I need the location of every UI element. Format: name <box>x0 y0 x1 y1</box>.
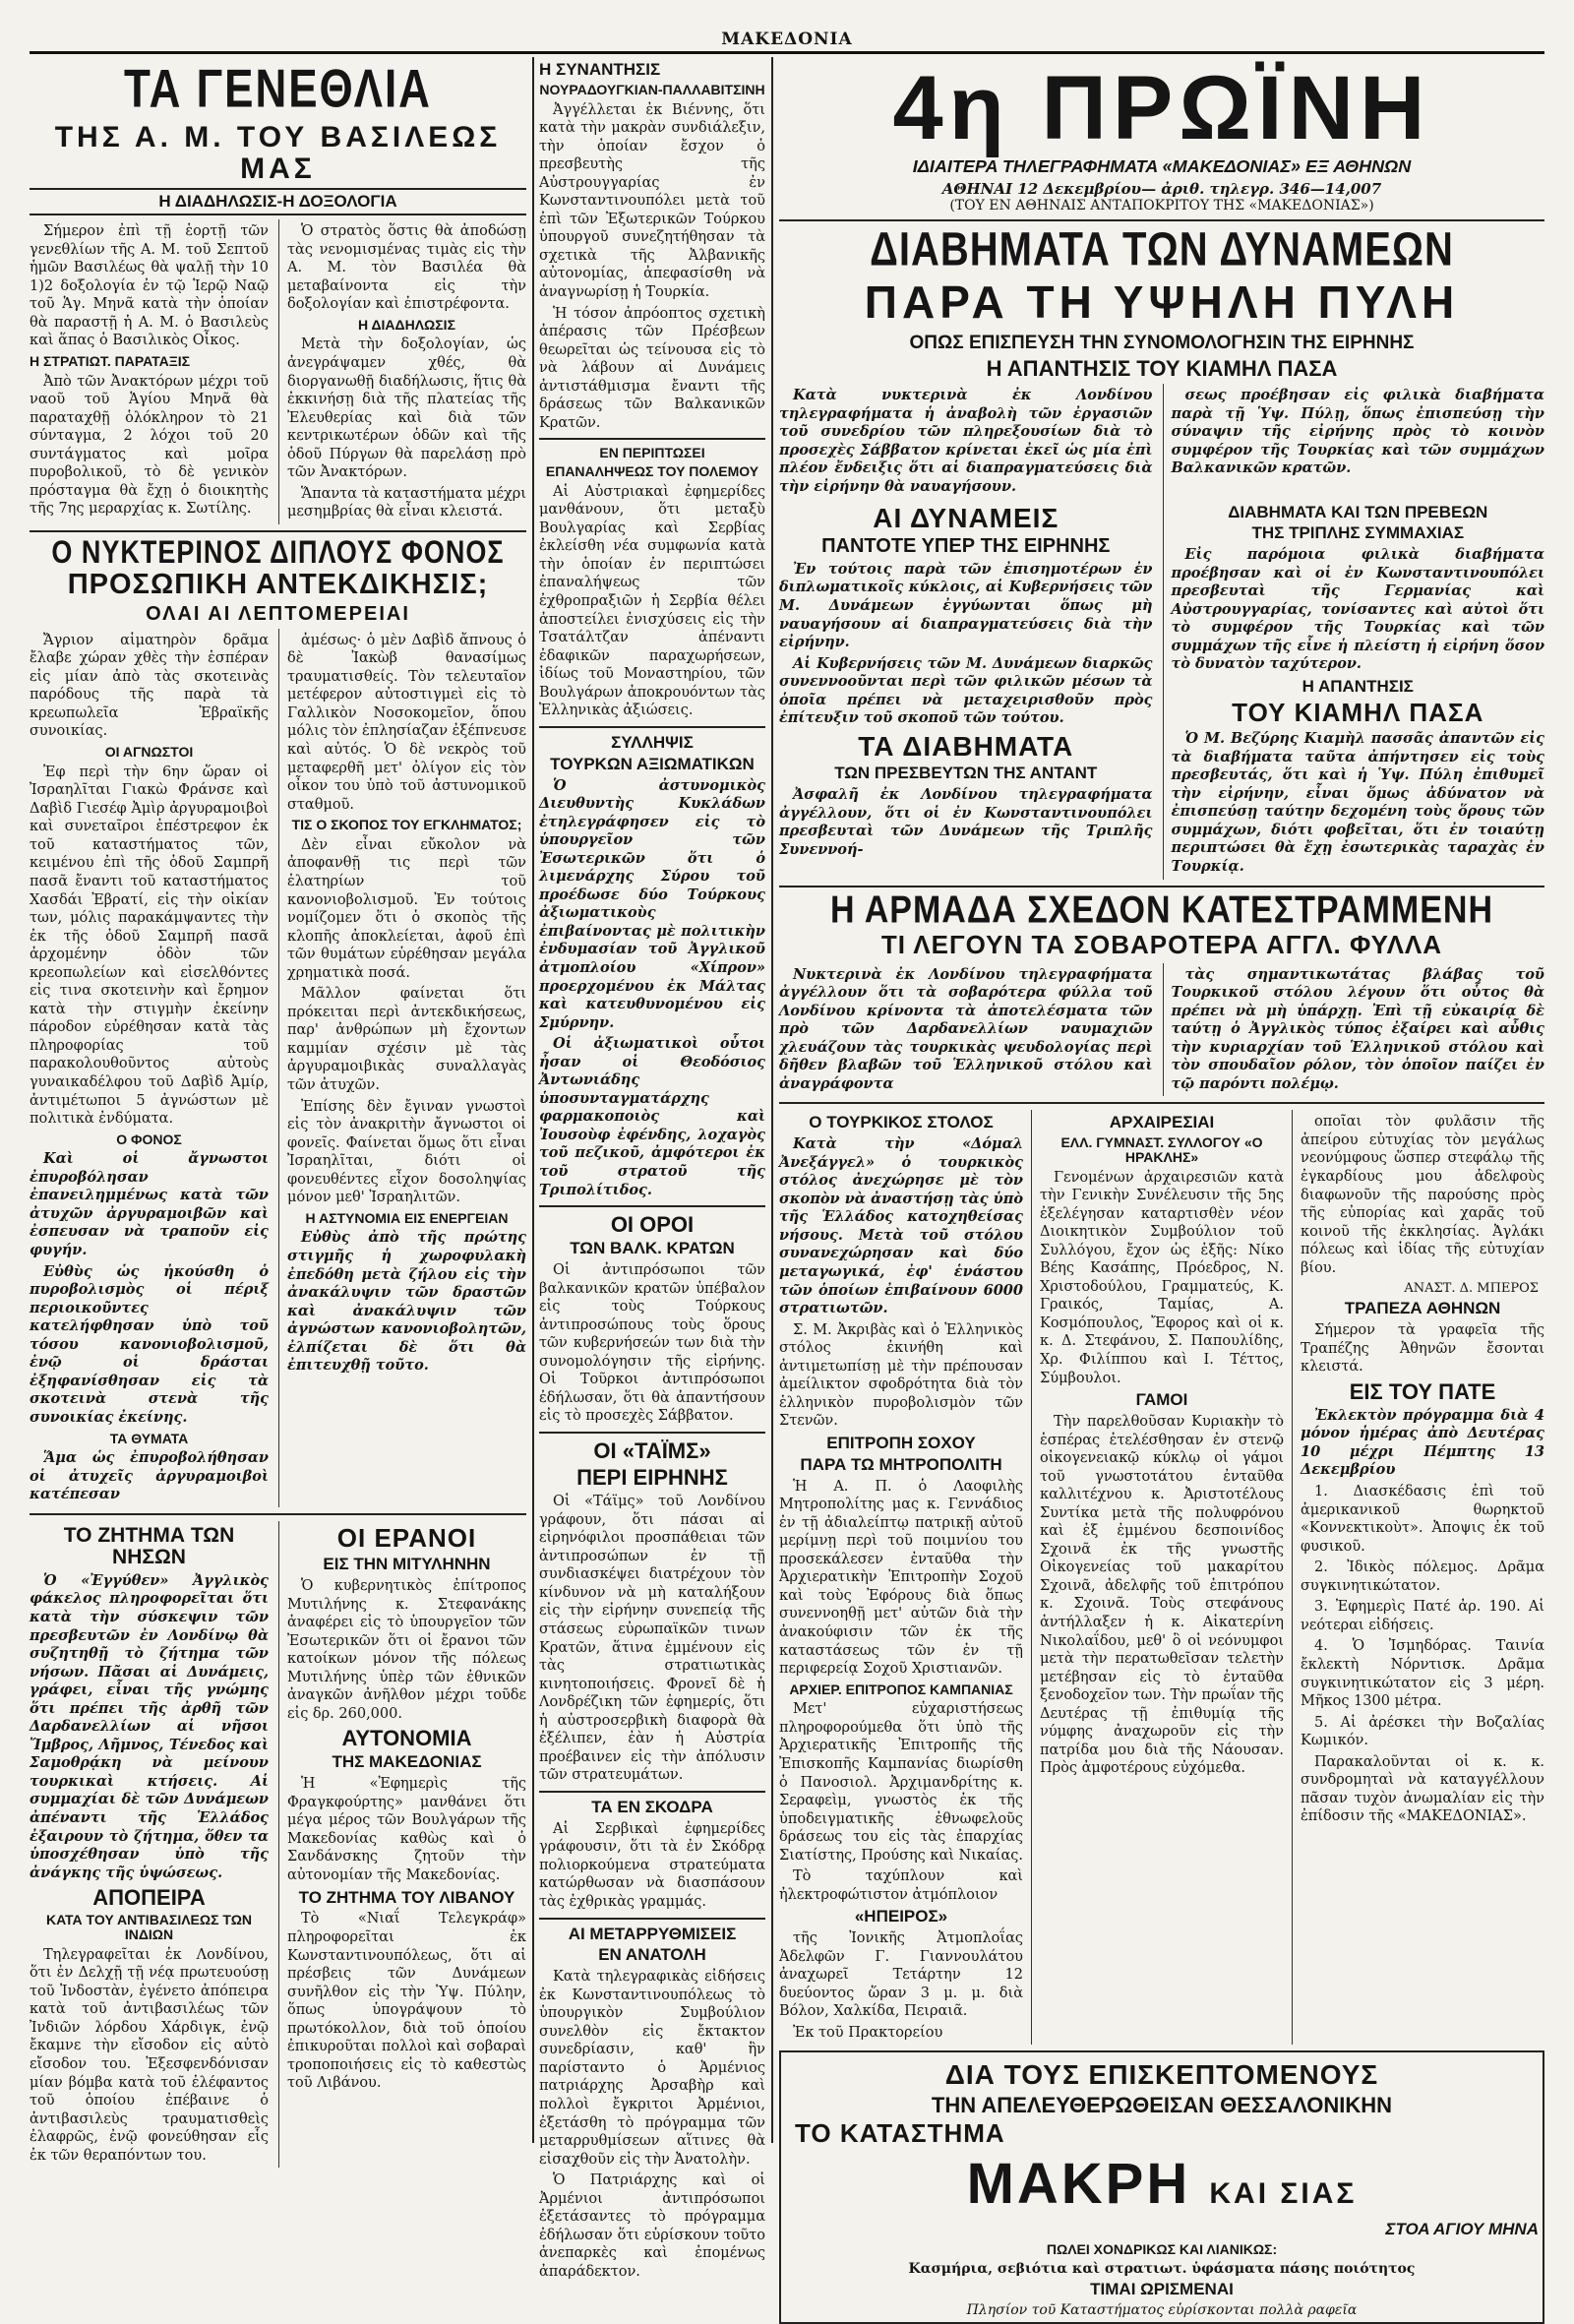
meeting-heading: Η ΣΥΝΑΝΤΗΣΙΣ <box>539 60 661 79</box>
pathe-heading: ΕΙΣ ΤΟΥ ΠΑΤΕ <box>1349 1378 1496 1404</box>
ad-line-2: ΤΗΝ ΑΠΕΛΕΥΘΕΡΩΘΕΙΣΑΝ ΘΕΣΣΑΛΟΝΙΚΗΝ <box>931 2092 1393 2117</box>
ambassadors-subtitle: ΤΩΝ ΠΡΕΣΒΕΥΤΩΝ ΤΗΣ ΑΝΤΑΝΤ <box>834 764 1098 783</box>
reforms-paragraph-1: Κατὰ τηλεγραφικὰς εἰδήσεις ἐκ Κωνσταντινουπόλεως τὸ ὑπουργικὸν Συμβούλιον συνελθὸν εἰς ἔκτακτον συνεδρίασιν, καθ' ἣν παρίσταντο ὁ Ἀρμένιος πατριάρχης Ἀρσαβὴρ καὶ πολλοὶ ἔγκριτοι Ἀρμένιοι, ἐξετάσθη τὸ πρόγραμμα τῶν μεταρρυθμίσεων αἵτινες θὰ εἰσαχθοῦν εἰς τὴν Ἀνατολὴν. <box>539 1969 765 2168</box>
ad-name: ΜΑΚΡΗ <box>966 2152 1191 2217</box>
crime-paragraph-1: Ἄγριον αἱματηρὸν δρᾶμα ἔλαβε χώραν χθὲς τὴν ἑσπέραν εἰς μίαν ἀπὸ τὰς σκοτεινὰς παρόδους τῆς παρὰ τὰ κρεωπωλεῖα Ἑβραϊκῆς συνοικίας. <box>30 632 269 740</box>
meeting-paragraph-2: Ἡ τόσον ἀπρόοπτος σχετικὴ ἀπέρασις τῶν Πρέσβεων θεωρεῖται ὡς τείνουσα εἰς τὸ νὰ λάβουν αἱ Δυνάμεις ἀντιστάθμισμα ἔναντι τῆς δράσεως τῶν Βαλκανικῶν Κρατῶν. <box>539 305 765 431</box>
terms-subtitle: ΤΩΝ ΒΑΛΚ. ΚΡΑΤΩΝ <box>570 1239 735 1258</box>
crime-right-2: Δὲν εἶναι εὔκολον νὰ ἀποφανθῇ τις περὶ τῶν ἐλατηρίων τοῦ κανονιοβολισμοῦ. Ἐν τούτοις νομίζομεν ὅτι ὁ σκοπὸς τῆς κλοπῆς ἀποκλείεται, ἀφοῦ ἐπὶ τῶν θυμάτων εὑρέθησαν μεγάλα χρηματικὰ ποσά. <box>287 836 526 981</box>
crime-paragraph-5: Ἅμα ὡς ἐπυροβολήθησαν οἱ ἀτυχεῖς ἀργυραμοιβοὶ κατέπεσαν <box>30 1449 269 1503</box>
armada-paragraph-right: τὰς σημαντικωτάτας βλάβας τοῦ Τουρκικοῦ στόλου λέγουν ὅτι οὗτος θὰ πρέπει νὰ μὴ ὑπάρχῃ. Ἐπὶ τῇ εὐκαιρίᾳ δὲ ταύτῃ ὁ Ἀγγλικὸς τύπος ἐξαίρει καὶ αὖθις τὴν κυριαρχίαν τοῦ Ἑλληνικοῦ στόλου καὶ τὸν σπουδαῖον ρόλον, τὸν ὁποῖον παίζει ἐν τῷ παρόντι πολέμῳ. <box>1171 965 1544 1092</box>
elections-subtitle: ΕΛΛ. ΓΥΜΝΑΣΤ. ΣΥΛΛΟΓΟΥ «Ο ΗΡΑΚΛΗΣ» <box>1060 1134 1263 1165</box>
islands-title: ΤΟ ΖΗΤΗΜΑ ΤΩΝ ΝΗΣΩΝ <box>63 1523 235 1568</box>
reforms-paragraph-2: Ὁ Πατριάρχης καὶ οἱ Ἀρμένιοι ἀντιπρόσωποι ἐξετάσαντες τὸ πρόγραμμα ἐδήλωσαν ὅτι εὑρίσκουν τοῦτο ἀνεπαρκὲς καὶ ἐπομένως ἀπαράδεκτον. <box>539 2172 765 2280</box>
arrest-paragraph-2: Οἱ ἀξιωματικοὶ οὗτοι ἦσαν οἱ Θεοδόσιος Ἀντωνιάδης ὑποσυνταγματάρχης φαρμακοποιὸς καὶ Ἰουσοὺφ ἐφένδης, λοχαγὸς τοῦ πεζικοῦ, ἀμφότεροι ἐκ τοῦ στρατοῦ τῆς Τριπολίτιδος. <box>539 1035 765 1198</box>
birthday-paragraph: Σήμερον ἐπὶ τῇ ἑορτῇ τῶν γενεθλίων τῆς Α. Μ. τοῦ Σεπτοῦ ἡμῶν Βασιλέως θὰ ψαλῇ τὴν 10 1)2 δοξολογία ἐν τῷ Ἱερῷ Ναῷ τοῦ Ἁγ. Μηνᾶ κατὰ τὴν ὁποίαν θὰ παραστῇ ἡ Α. Μ. ὁ Βασιλεὺς καὶ ἅπας ὁ Βασιλικὸς Οἶκος. <box>30 223 269 349</box>
ad-line-1: ΔΙΑ ΤΟΥΣ ΕΠΙΣΚΕΠΤΟΜΕΝΟΥΣ <box>944 2059 1379 2091</box>
pathe-item-4: 4. Ὁ Ἰσμηδόρας. Ταινία ἔκλεκτὴ Νόρντισκ. Δρᾶμα συγκινητικώτατον εἰς 3 μέρη. Μῆκος 1300 μέτρα. <box>1301 1638 1544 1710</box>
main-kicker: Η ΑΠΑΝΤΗΣΙΣ ΤΟΥ ΚΙΑΜΗΛ ΠΑΣΑ <box>986 356 1338 382</box>
pathe-item-5: 5. Αἱ ἀρέσκει τὴν Βοζαλίας Κωμικόν. <box>1301 1714 1544 1749</box>
column-3 <box>779 57 1544 2318</box>
reforms-subtitle: ΕΝ ΑΝΑΤΟΛΗ <box>598 1945 706 1965</box>
case-paragraph: Αἱ Αὐστριακαὶ ἐφημερίδες μανθάνουν, ὅτι μεταξὺ Βουλγαρίας καὶ Σερβίας ἐκλείσθη νέα συμφωνία κατὰ τὴν ὁποίαν ἐν περιπτώσει ἐπαναλήψεως τῶν ἐχθροπραξιῶν ἡ Σερβία θέλει ἀποστείλει ἐνισχύσεις εἰς τὴν Τσατάλτζαν ἀπέναντι ἐδαφικῶν παραχωρήσεων, ἰδίως τοῦ Μοναστηρίου, τῶν Βουλγάρων ἀποκρουόντων τὰς Ἑλληνικὰς ἀξιώσεις. <box>539 483 765 719</box>
elections-continuation: οποῖαι τὸν φυλᾶσιν τῆς ἀπείρου εὐτυχίας τὸν μεγάλως νεονύμφους ὥσπερ στεφάλῳ τῆς ἐγκαρδίους μου ἀδελφοὺς διαφωνοῦν τῆς παρούσης πρὸς τῆς εὐπορίας καὶ χαρᾶς τοῦ κοινοῦ τῆς ἐκκλησίας. Ἀγλάκι πόλεως καὶ ἱδίας τῆς εὐτυχίαν βίου. <box>1301 1114 1544 1276</box>
masthead <box>30 30 1544 54</box>
crime-right-5: Εὐθὺς ἀπὸ τῆς πρώτης στιγμῆς ἡ χωροφυλακὴ ἐπεδόθη μετὰ ζήλου εἰς τὴν ἀνακάλυψιν τῶν δραστῶν καὶ ἀνακάλυψιν τῶν ἀγνώστων κανονιοβολητῶν, ἐλπίζεται δὲ ὅτι θὰ ἐπιτευχθῇ τοῦτο. <box>287 1229 526 1375</box>
shipping-paragraph-2: τῆς Ἰονικῆς Ἀτμοπλοΐας Ἀδελφῶν Γ. Γιαννουλάτου ἀναχωρεῖ Τετάρτην 12 δυεύοντος ὥραν 3 μ. μ. διὰ Βόλον, Χαλκίδα, Πειραιᾶ. <box>779 1930 1023 2020</box>
pathe-item-2: 2. Ἰδικὸς πόλεμος. Δρᾶμα συγκινητικώτατον. <box>1301 1560 1544 1594</box>
meeting-subtitle: ΝΟΥΡΑΔΟΥΓΚΙΑΝ-ΠΑΛΛΑΒΙΤΣΙΝΗ <box>539 81 765 97</box>
autonomy-paragraph: Ἡ «Ἐφημερὶς τῆς Φραγκφούρτης» μανθάνει ὅτι μέγα μέρος τῶν Βουλγάρων τῆς Μακεδονίας καθὼς καὶ ὁ Σανδάνσκης ζητοῦν τὴν αὐτονομίαν τῆς Μακεδονίας. <box>287 1776 526 1884</box>
victims-heading: ΤΑ ΘΥΜΑΤΑ <box>109 1430 189 1446</box>
islands-paragraph: Ὁ «Ἐγγύθεν» Ἀγγλικὸς φάκελος πληροφορεῖται ὅτι κατὰ τὴν σύσκεψιν τῶν πρεσβευτῶν ἐν Λονδίνῳ θὰ συζητηθῇ τὸ ζήτημα τῶν νήσων. Πᾶσαι αἱ Δυνάμεις, γράφει, εἶναι τῆς γνώμης ὅτι πρέπει τῆς ἀρθῆ τῶν Δαρδανελλίων αἱ νῆσοι Ἴμβρος, Λῆμνος, Τένεδος καὶ Σαμοθρᾴκη νὰ μείνουν τουρκικαὶ κτήσεις. Αἱ συμμαχίαι δὲ τῶν Δυνάμεων ἀπέναντι τῆς Ἑλλάδος ἐξαιρουν τὸ ζήτημα, ὅθεν τα ὑποσχέθησαν ὑπὸ τῆς ἀνάγκης τῆς ὑψώσεως. <box>30 1571 269 1881</box>
correspondent: (ΤΟΥ ΕΝ ΑΘΗΝΑΙΣ ΑΝΤΑΠΟΚΡΙΤΟΥ ΤΗΣ «ΜΑΚΕΔΟΝΙΑΣ») <box>949 197 1374 214</box>
ad-name-2: ΚΑΙ ΣΙΑΣ <box>1209 2177 1358 2211</box>
ambassadors-paragraph: Ἀσφαλῆ ἐκ Λονδίνου τηλεγραφήματα ἀγγέλλουν, ὅτι οἱ ἐν Κωνσταντινουπόλει πρεσβευταὶ τῶν Δυνάμεων τῆς Τριπλῆς Συνεννοή- <box>779 786 1153 858</box>
powers-paragraph-1: Ἐν τούτοις παρὰ τῶν ἐπισημοτέρων ἐν διπλωματικοῖς κύκλοις, αἱ Κυβερνήσεις τῶν Μ. Δυνάμεων ἐγγύωνται ὅπως μὴ ναυαγήσουν αἱ διαπραγματεύσεις διὰ τὴν εἰρήνην. <box>779 560 1153 651</box>
edition-banner <box>779 58 1544 158</box>
arrest-heading: ΣΥΛΛΗΨΙΣ <box>611 732 694 752</box>
birthday-kicker: Η ΔΙΑΔΗΛΩΣΙΣ-Η ΔΟΞΟΛΟΓΙΑ <box>30 188 526 215</box>
main-paragraph-right: σεως προέβησαν εἰς φιλικὰ διαβήματα παρὰ τῇ Ὑψ. Πύλῃ, ὅπως ἐπισπεύσῃ τὴν σύναψιν τῆς εἰρήνης πρὸς τὸ κοινὸν συμφέρον τῆς Τουρκίας καὶ τῶν συμμάχων Βαλκανικῶν κρατῶν. <box>1171 387 1544 477</box>
elections-signature: ΑΝΑΣΤ. Δ. ΜΠΕΡΟΣ <box>1404 1281 1539 1297</box>
lebanon-title: ΤΟ ΖΗΤΗΜΑ ΤΟΥ ΛΙΒΑΝΟΥ <box>298 1887 515 1907</box>
times-paragraph: Οἱ «Τάϊμς» τοῦ Λονδίνου γράφουν, ὅτι πάσαι αἱ εἰρηνόφιλοι προσπάθειαι τῶν ἀντιπροσώπων ἐν τῇ συνδιασκέψει διατρέχουν τὸν κίνδυνον νὰ μὴ καταλήξουν εἰς τὴν εἰρήνην συνεπείᾳ τῆς στάσεως εὐρωπαϊκῶν τινων Κρατῶν, ἅτινα ἐμμένουν εἰς τὰς στρατιωτικὰς κινητοποιήσεις. Φρονεῖ δὲ ἡ Λονδρέζικη τῶν ἐφημερίς, ὅτι ἡ αὐστροσερβικὴ διαφορὰ θὰ ἐξέλιπεν, ἐὰν ἡ Αὐστρία προέβαινεν εἰς τὴν ἀπόλυσιν τῶν στρατευμάτων. <box>539 1494 765 1784</box>
lebanon-paragraph: Τὸ «Νιαΐ Τελεγκράφ» πληροφορεῖται ἐκ Κωνσταντινουπόλεως, ὅτι αἱ πρέσβεις τῶν Δυνάμεων συνῆλθον εἰς τὴν Ὑψ. Πύλην, ὅπως ὑπογράψουν τὸ πρωτόκολλον, διὰ τοῦ ὁποίου ἐπικυροῦται πολλοὶ καὶ σοβαραὶ τροποποιήσεις εἰς τὸ καθεστὼς τοῦ Λιβάνου. <box>287 1911 526 2092</box>
ad-line-5: ΠΩΛΕΙ ΧΟΝΔΡΙΚΩΣ ΚΑΙ ΛΙΑΝΙΚΩΣ: <box>1046 2241 1278 2258</box>
scutari-heading: ΤΑ ΕΝ ΣΚΟΔΡΑ <box>591 1797 713 1816</box>
masthead-title: ΜΑΚΕΔΟΝΙΑ <box>721 30 853 49</box>
terms-paragraph: Οἱ ἀντιπρόσωποι τῶν βαλκανικῶν κρατῶν ὑπέβαλον εἰς τοὺς Τούρκους ἀντιπροσώπους τοὺς ὅρους τῶν κυβερνήσεών των διὰ τὴν συνομολόγησιν τῆς εἰρήνης. Οἱ Τοῦρκοι ἀντιπρόσωποι ἐδήλωσαν, ὅτι θὰ ἀπαντήσουν εἰς τὸ προσεχὲς Σάββατον. <box>539 1262 765 1425</box>
reply-subtitle: ΤΟΥ ΚΙΑΜΗΛ ΠΑΣΑ <box>1232 697 1484 727</box>
crime-right-1: ἀμέσως· ὁ μὲν Δαβὶδ ἄπνους ὁ δὲ Ἰακὼβ θανασίμως τραυματισθείς. Τὸν τελευταῖον μετέφερον αὐτοστιγμεὶ εἰς τὸ Γαλλικὸν Νοσοκομεῖον, ὅπου μόλις τὸν ἐπλησίαζαν ἐξέπνευσε καὶ αὐτός. Ὁ δὲ νεκρὸς τοῦ μεταφερθῆ μετ' ὀλίγον εἰς τὸν οἶκον του ὑπὸ τοῦ ἀστυνομικοῦ σταθμοῦ. <box>287 632 526 813</box>
campania-paragraph: Μετ' εὐχαριστήσεως πληροφορούμεθα ὅτι ὑπὸ τῆς Ἀρχιερατικῆς Ἐπιτροπῆς τῆς Ἐπισκοπῆς Καμπανίας διωρίσθη ὁ Πανοσιολ. Ἀρχιμανδρίτης κ. Σεραφεὶμ, γνωστὸς ἐκ τῆς ὑποδειγματικῆς ἐθνωφελοῦς δράσεως του εἰς τὰς ἐπαρχίας Σιατίστης, Προύσης καὶ Νικαίας. <box>779 1701 1023 1864</box>
fleet-paragraph-2: Σ. Μ. Ἀκριβὰς καὶ ὁ Ἑλληνικὸς στόλος ἐκινήθη καὶ ἀντιμετωπίσῃ μὲ τὴν πρέπουσαν ἀμείλικτον σφοδρότητα διὰ τὸν ἑλληνικὸν πυροβολισμὸν τῶν Στενῶν. <box>779 1321 1023 1430</box>
column-2 <box>539 57 765 2280</box>
ad-line-6: Κασμήρια, σεβιότια καὶ στρατιωτ. ὑφάσματα πάσης ποιότητος <box>908 2260 1416 2277</box>
powers-paragraph-2: Αἱ Κυβερνήσεις τῶν Μ. Δυνάμεων διαρκῶς συνεννοοῦνται περὶ τῶν φιλικῶν μέσων τὰ ὁποῖα πρέπει νὰ μεταχειρισθοῦν πρὸς ἐπίτευξιν τοῦ σκοποῦ τῶν τούτου. <box>779 654 1153 727</box>
crime-kicker: ΟΛΑΙ ΑΙ ΛΕΠΤΟΜΕΡΕΙΑΙ <box>146 602 410 625</box>
column-1 <box>30 57 526 2164</box>
shipping-name: «ΗΠΕΙΡΟΣ» <box>854 1907 948 1926</box>
synod-subtitle: ΠΑΡΑ ΤΩ ΜΗΤΡΟΠΟΛΙΤΗ <box>800 1454 1002 1474</box>
shipping-paragraph: Τὸ ταχύπλουν καὶ ἠλεκτροφώτιστον ἀτμόπλοιον <box>779 1868 1023 1903</box>
attempt-paragraph: Τηλεγραφεῖται ἐκ Λονδίνου, ὅτι ἐν Δελχῇ τῇ νέᾳ πρωτευούσῃ τοῦ Ἰνδοστὰν, ἐγένετο ἀπόπειρα κατὰ τοῦ ἀντιβασιλέως τῶν Ἰνδιῶν λόρδου Χάρδιγκ, ἐνῷ ἔκαμνε τὴν εἴσοδον εἰς αὐτὸ εἴσοδον του. Ἐξεσφενδόνισαν μίαν βόμβα κατὰ τοῦ ἐλέφαντος τοῦ ὁποίου ἐπέβαινε ὁ ἀντιβασιλεὺς τραυματισθεὶς ἐλαφρῶς, ἐνῷ φονεύθησαν εἷς ἐκ τῶν θεραπόντων του. <box>30 1946 269 2164</box>
arrest-paragraph-1: Ὁ ἀστυνομικὸς Διευθυντὴς Κυκλάδων ἐτηλεγράφησεν εἰς τὸ ὑπουργεῖον τῶν Ἐσωτερικῶν ὅτι ὁ λιμενάρχης Σύρου τοῦ προέδωσε δύο Τούρκους ἀξιωματικοὺς ἐπιβαίνοντας μὲ πολιτικὴν ἐνδυμασίαν τοῦ Ἀγγλικοῦ ἀτμοπλοίου «Χίπρον» προερχομένου ἐκ Μάλτας καὶ κατευθυνομένου εἰς Σμύρνην. <box>539 776 765 1031</box>
pathe-item-3: 3. Ἐφημερὶς Πατέ ἀρ. 190. Αἱ νεότεραι εἰδήσεις. <box>1301 1599 1544 1633</box>
eranoi-subtitle: ΕΙΣ ΤΗΝ ΜΙΤΥΛΗΝΗΝ <box>323 1555 491 1574</box>
times-heading: ΟΙ «ΤΑΪΜΣ» <box>593 1437 711 1463</box>
parade-paragraph: Ἀπὸ τῶν Ἀνακτόρων μέχρι τοῦ ναοῦ τοῦ Ἁγίου Μηνᾶ θὰ παραταχθῇ ὁλόκληρον τὸ 21 σύνταγμα, 2 λόχοι τοῦ 20 συντάγματος καὶ μοῖρα πυροβολικοῦ, τὸ δὲ γενικὸν πρόσταγμα θὰ ἔχῃ ὁ διοικητὴς τῆς 7ης μεραρχίας κ. Σωτίλης. <box>30 373 269 518</box>
ad-store-name <box>785 2151 1539 2217</box>
crime-paragraph-4: Εὐθὺς ὡς ἠκούσθη ὁ πυροβολισμὸς οἱ πέριξ περιοικοῦντες κατελήφθησαν ὑπὸ τοῦ τόσου κανονιοβολισμοῦ, ἐνῷ οἱ δράσται ἐξηφανίσθησαν εἰς τὰ σκοτεινὰ στενὰ τῆς συνοικίας ἐκείνης. <box>30 1262 269 1426</box>
birthday-subtitle: ΤΗΣ Α. Μ. ΤΟΥ ΒΑΣΙΛΕΩΣ ΜΑΣ <box>54 121 502 185</box>
triple-paragraph: Εἰς παρόμοια φιλικὰ διαβήματα προέβησαν καὶ οἱ ἐν Κωνσταντινουπόλει πρεσβευταὶ τῆς Γερμανίας καὶ Αὐστρουγγαρίας, τονίσαντες καὶ αὐτοὶ ὅτι τὸ συμφέρον τῆς Τουρκίας καὶ τῶν συμμάχων τῆς εἶνε ἡ πλείστη ἡ εἰρήνη ὅσον τὸ δυνατὸν ταχύτερον. <box>1171 546 1544 673</box>
times-subtitle: ΠΕΡΙ ΕΙΡΗΝΗΣ <box>576 1465 728 1491</box>
campania-heading: ΑΡΧΙΕΡ. ΕΠΙΤΡΟΠΟΣ ΚΑΜΠΑΝΙΑΣ <box>789 1681 1013 1697</box>
crime-paragraph-3: Καὶ οἱ ἄγνωστοι ἐπυροβόλησαν ἐπανειλημμένως κατὰ τῶν ἀτυχῶν ἀργυραμοιβῶν καὶ ἐσπευσαν νὰ τραποῦν εἰς φυγήν. <box>30 1150 269 1259</box>
unknown-heading: ΟΙ ΑΓΝΩΣΤΟΙ <box>104 743 194 760</box>
murder-heading: Ο ΦΟΝΟΣ <box>116 1131 182 1147</box>
dateline: ΑΘΗΝΑΙ 12 Δεκεμβρίου— ἀριθ. τηλεγρ. 346—14,007 <box>941 179 1382 198</box>
fleet-paragraph-1: Κατὰ τὴν «Δόμαλ Ἀνεξάγγελ» ὁ τουρκικὸς στόλος ἀνεχώρησε μὲ τὸν σκοπὸν νὰ ἀναστήσῃ τὰς ὑπὸ τῆς Ἑλλάδος κατοχηθείσας νήσους. Μετὰ τοῦ στόλου συνανεχώρησαν καὶ δύο μεταγωγικά, ἐφ' ἑνάστου τῶν ὁποίων ἐπιβαίνουν 6000 στρατιωτῶν. <box>779 1135 1023 1317</box>
edition-word: ΠΡΩΪΝΗ <box>1041 58 1431 158</box>
synod-paragraph: Ἡ Α. Π. ὁ Λαοφιλὴς Μητροπολίτης μας κ. Γεννάδιος ἐν τῇ ἀδιαλείπτῳ πατρικῇ αὐτοῦ μερίμνῃ περὶ τοῦ ποιμνίου του προσεκάλεσεν ἐνταῦθα τὴν Ἀρχιερατικὴν Ἐπιτροπὴν Σοχοῦ καὶ τοὺς Ἐφόρους διὰ ὅπως συνεννοηθῇ μετ' αὐτῶν διὰ τὴν ἀνακούφισιν τῶν ἐκ τῆς καταστάσεως τῶν ἐν τῇ περιφερείᾳ Σοχοῦ Χριστιανῶν. <box>779 1478 1023 1678</box>
crime-subtitle: ΠΡΟΣΩΠΙΚΗ ΑΝΤΕΚΔΙΚΗΣΙΣ; <box>67 569 489 601</box>
synod-heading: ΕΠΙΤΡΟΠΗ ΣΟΧΟΥ <box>826 1433 976 1452</box>
crime-title: Ο ΝΥΚΤΕΡΙΝΟΣ ΔΙΠΛΟΥΣ ΦΟΝΟΣ <box>51 533 505 570</box>
makris-advertisement <box>779 2050 1544 2323</box>
elections-heading: ΑΡΧΑΙΡΕΣΙΑΙ <box>1109 1113 1215 1132</box>
demonstration-paragraph: Μετὰ τὴν δοξολογίαν, ὡς ἀνεγράψαμεν χθές, θὰ διοργανωθῇ διαδήλωσις, ἥτις θὰ ἐκκινήσῃ διὰ τῆς πλατείας τῆς Ἐλευθερίας καὶ διὰ τῶν κεντρικωτέρων ὁδῶν καὶ τῆς ὁδοῦ Πύργων θὰ παρελάσῃ πρὸ τῶν Ἀνακτόρων. <box>287 336 526 481</box>
shops-paragraph: Ἅπαντα τὰ καταστήματα μέχρι μεσημβρίας θὰ εἶναι κλειστά. <box>287 485 526 520</box>
tagline: ΙΔΙΑΙΤΕΡΑ ΤΗΛΕΓΡΑΦΗΜΑΤΑ «ΜΑΚΕΔΟΝΙΑΣ» ΕΞ ΑΘΗΝΩΝ <box>912 156 1412 176</box>
case-heading: ΕΝ ΠΕΡΙΠΤΩΣΕΙ <box>599 445 705 461</box>
demonstration-heading: Η ΔΙΑΔΗΛΩΣΙΣ <box>358 316 455 333</box>
powers-heading: ΑΙ ΔΥΝΑΜΕΙΣ <box>873 502 1059 533</box>
main-title-2: ΠΑΡΑ ΤΗ ΥΨΗΛΗ ΠΥΛΗ <box>864 275 1460 328</box>
weddings-heading: ΓΑΜΟΙ <box>1135 1390 1188 1410</box>
ad-line-7: ΤΙΜΑΙ ΩΡΙΣΜΕΝΑΙ <box>1090 2279 1234 2298</box>
triple-subtitle: ΤΗΣ ΤΡΙΠΛΗΣ ΣΥΜΜΑΧΙΑΣ <box>1251 523 1465 543</box>
ad-line-8: Πλησίον τοῦ Καταστήματος εὑρίσκονται πολλὰ ραφεῖα <box>966 2301 1358 2318</box>
pathe-paragraph-1: Ἐκλεκτὸν πρόγραμμα διὰ 4 μόνον ἡμέρας ἀπὸ Δευτέρας 10 μέχρι Πέμπτης 13 Δεκεμβρίου <box>1301 1406 1544 1479</box>
crime-paragraph-2: Ἐφ περὶ τὴν 6ην ὥραν οἱ Ἰσραηλῖται Γιακὼ Φράνσε καὶ Δαβὶδ Γιεσέφ Ἀμὶρ ἀργυραμοιβοὶ καὶ συνεταῖροι ἐπέστρεφον ἐκ τοῦ καταστήματος τῶν, κειμένου ἐπὶ τῆς ὁδοῦ Σαμπρῆ πασᾶ ἔναντι τοῦ καταστήματος Χασδάι Ἐβρατί, εἰς τὴν οἰκίαν των, μόλις παρακάμψαντες τὴν ἐκ τῆς ὁδοῦ Σαμπρῆ πασᾶ ἀρχομένην ὁδὸν τῶν κρεοπωλείων καὶ εἰσελθόντες εἰς τινα σκοτεινὴν καὶ ἔρημον κατὰ τὴν στιγμὴν ἐκείνην πάροδον εὑρέθησαν κατὰ τὰς πληροφορίας τοῦ παρακολουθοῦντος αὐτοὺς γυναικαδέλφου τοῦ Δαβὶδ Ἀμίρ, ἀντιμέτωποι 5 ἀγνώστων μὲ πολιτικὰ ἐνδύματα. <box>30 764 269 1128</box>
reforms-heading: ΑΙ ΜΕΤΑΡΡΥΘΜΙΣΕΙΣ <box>568 1924 737 1943</box>
ambassadors-heading: ΤΑ ΔΙΑΒΗΜΑΤΑ <box>858 730 1074 762</box>
elections-paragraph: Γενομένων ἀρχαιρεσιῶν κατὰ τὴν Γενικὴν Συνέλευσιν τῆς 5ης ἐξελέγησαν καταρτισθὲν νέον Διοικητικὸν Συμβούλιον τοῦ Συλλόγου, ἔχον ὡς ἑξῆς: Νίκο Βέης Κασάπης, Πρόεδρος, Ν. Χριστοδούλου, Γραμματεύς, Κ. Γραικός, Ταμίας, Α. Κοσμόπουλος, Ἔφορος καὶ οἱ κ. κ. Δ. Στεφάνου, Σ. Παπουλίδης, Χρ. Φιλίππου καὶ Ι. Τέττος, Σύμβουλοι. <box>1040 1169 1284 1386</box>
attempt-subtitle: ΚΑΤΑ ΤΟΥ ΑΝΤΙΒΑΣΙΛΕΩΣ ΤΩΝ ΙΝΔΙΩΝ <box>45 1912 253 1942</box>
reply-paragraph: Ὁ Μ. Βεζύρης Κιαμὴλ πασσᾶς ἀπαντῶν εἰς τὰ διαβήματα ταῦτα ἀπήντησεν εἰς τοὺς πρεσβευτάς, ὅτι καὶ ἡ Ὑψ. Πύλη ἐπιθυμεῖ τὴν εἰρήνην, εἶναι ὅμως ἀδύνατον νὰ ἐπισπεύσῃ ταύτην δεχομένη τοὺς ὅρους τῶν συμμάχων, διότι φοβεῖται, ὅτι ἐν τοιαύτῃ περιπτώσει θὰ ἔχῃ ἐσωτερικὰς ταραχὰς ἐν Τουρκίᾳ. <box>1171 730 1544 875</box>
autonomy-title: ΑΥΤΟΝΟΜΙΑ <box>341 1726 472 1751</box>
fleet-heading: Ο ΤΟΥΡΚΙΚΟΣ ΣΤΟΛΟΣ <box>809 1113 994 1132</box>
case-subtitle: ΕΠΑΝΑΛΗΨΕΩΣ ΤΟΥ ΠΟΛΕΜΟΥ <box>545 463 759 480</box>
arrest-subtitle: ΤΟΥΡΚΩΝ ΑΞΙΩΜΑΤΙΚΩΝ <box>550 754 755 773</box>
armada-subtitle: ΤΙ ΛΕΓΟΥΝ ΤΑ ΣΟΒΑΡΟΤΕΡΑ ΑΓΓΛ. ΦΥΛΛΑ <box>880 930 1443 960</box>
meeting-paragraph-1: Ἀγγέλλεται ἐκ Βιέννης, ὅτι κατὰ τὴν μακρὰν συνδιάλεξιν, τὴν ὁποίαν ἔσχον ὁ πρεσβευτὴς τῆς Αὐστρουγγαρίας ἐν Κωνσταντινουπόλει μετὰ τοῦ ἐπὶ τῶν Ἐξωτερικῶν Τούρκου ὑπουργοῦ συνεζητήθησαν τὰ σχετικὰ τῆς Ἀλβανικῆς αὐτονομίας, ἀπεφασίσθη νὰ ἀναγνωρίσῃ ἡ Τουρκία. <box>539 101 765 300</box>
shipping-agency: Ἐκ τοῦ Πρακτορείου <box>793 2024 943 2041</box>
armada-paragraph-left: Νυκτερινὰ ἐκ Λονδίνου τηλεγραφήματα ἀγγέλλουν ὅτι τὰ σοβαρότερα φύλλα τοῦ Λονδίνου κρίνοντα τὰ ἀποτελέσματα τῶν πρὸ τῶν Δαρδανελλίων ναυμαχιῶν χλευάζουν τὰς τουρκικὰς ψευδολογίας περὶ δῆθεν βλαβῶν τοῦ Ἑλληνικοῦ στόλου καὶ ἀναγράφοντα <box>779 965 1153 1092</box>
crime-right-4: Ἐπίσης δὲν ἔγιναν γνωστοὶ εἰς τὸν ἀνακριτὴν ἄγνωστοι οἱ φονεῖς. Φαίνεται ὅμως ὅτι εἶναι Ἰσραηλῖται, διότι οἱ φονευθέντες εἶχον δοσοληψίας μόνον μεθ' Ἰσραηλιτῶν. <box>287 1098 526 1206</box>
crime-right-3: Μᾶλλον φαίνεται ὅτι πρόκειται περὶ ἀντεκδικήσεως, παρ' ἀνθρώπων μὴ ἔχοντων καμμίαν σχέσιν μὲ τὰς ἀργυραμοιβικὰς συναλλαγὰς τῶν ἀτυχῶν. <box>287 986 526 1093</box>
main-subtitle: ΟΠΩΣ ΕΠΙΣΠΕΥΣΗ ΤΗΝ ΣΥΝΟΜΟΛΟΓΗΣΙΝ ΤΗΣ ΕΙΡΗΝΗΣ <box>909 333 1415 354</box>
triple-heading: ΔΙΑΒΗΜΑΤΑ ΚΑΙ ΤΩΝ ΠΡΕΒΕΩΝ <box>1228 502 1488 521</box>
armada-title: Η ΑΡΜΑΔΑ ΣΧΕΔΟΝ ΚΑΤΕΣΤΡΑΜΜΕΝΗ <box>829 887 1494 932</box>
main-paragraph-left: Κατὰ νυκτερινὰ ἐκ Λονδίνου τηλεγραφήματα ἡ ἀναβολὴ τῶν ἐργασιῶν τοῦ συνεδρίου τῶν πληρεξουσίων διὰ τὸ προσεχὲς Σάββατον κρίνεται ἐκεῖ ὡς μία ἐπὶ πλέον ἔνδειξις ὅτι αἱ διαπραγματεύσεις διὰ τὴν εἰρήνην θὰ ναυαγήσουν. <box>779 387 1153 495</box>
police-heading: Η ΑΣΤΥΝΟΜΙΑ ΕΙΣ ΕΝΕΡΓΕΙΑΝ <box>305 1209 509 1226</box>
eranoi-paragraph: Ὁ κυβερνητικὸς ἐπίτροπος Μυτιλήνης κ. Στεφανάκης ἀναφέρει εἰς τὸ ὑπουργεῖον τῶν Ἐσωτερικῶν ὅτι οἱ ἔρανοι τῶν κατοίκων μόνον τῆς πόλεως Μυτιλήνης ὑπὲρ τῶν ἐθνικῶν ἀναγκῶν ἀνῆλθον μέχρι τοῦδε εἰς δρ. 260,000. <box>287 1577 526 1722</box>
motive-heading: ΤΙΣ Ο ΣΚΟΠΟΣ ΤΟΥ ΕΓΚΛΗΜΑΤΟΣ; <box>291 817 522 833</box>
terms-heading: ΟΙ ΟΡΟΙ <box>610 1212 695 1238</box>
eranoi-title: ΟΙ ΕΡΑΝΟΙ <box>336 1522 477 1553</box>
autonomy-subtitle: ΤΗΣ ΜΑΚΕΔΟΝΙΑΣ <box>332 1752 482 1772</box>
edition-number: 4η <box>892 58 1010 158</box>
pathe-item-1: 1. Διασκέδασις ἐπὶ τοῦ ἀμερικανικοῦ θωρηκτοῦ «Κοννεκτικοὺτ». Ἀποψις ἐκ τοῦ φυσικοῦ. <box>1301 1484 1544 1555</box>
reply-heading: Η ΑΠΑΝΤΗΣΙΣ <box>1302 677 1414 697</box>
attempt-title: ΑΠΟΠΕΙΡΑ <box>92 1885 206 1911</box>
birthday-title: ΤΑ ΓΕΝΕΘΛΙΑ <box>124 58 432 119</box>
bank-paragraph: Σήμερον τὰ γραφεῖα τῆς Τραπέζης Ἀθηνῶν ἔσονται κλειστά. <box>1301 1322 1544 1376</box>
weddings-paragraph: Τὴν παρελθοῦσαν Κυριακὴν τὸ ἑσπέρας ἐτελέσθησαν ἐν στενῷ οἰκογενειακῷ κύκλῳ οἱ γάμοι τοῦ γνωστοτάτου ἐνταῦθα καλλιτέχνου κ. Ἀριστοτέλους Συντίκα μετὰ τῆς πολυφρόνου καὶ ἐξ ἐμμένου δεσποινίδος Σχοινᾶ ἐκ τῆς γνωστῆς Οἰκογενείας τοῦ μακαρίτου Σχοινᾶ, ἀδελφῆς τοῦ ἐπιτρόπου κ. Σχοινᾶ. Τοὺς στεφάνους ἀντήλλαξεν ἡ κ. Αἰκατερίνη Νικολαΐδου, μεθ' ὃ οἱ νεόνυμφοι μετὰ τὴν περατωθεῖσαν τελετὴν μετέβησαν εἰς τὸ ἐνταῦθα ξενοδοχεῖον των. Τὴν πρωΐαν τῆς Δευτέρας τῇ ἐπιθυμίᾳ τῆς νύμφης ἀναχωροῦν εἰς τὴν πατρίδα μου διὰ τῆς Νάουσαν. Πρὸς ἀμφοτέρους εὐχόμεθα. <box>1040 1413 1284 1777</box>
army-paragraph: Ὁ στρατὸς ὅστις θὰ ἀποδώσῃ τὰς νενομισμένας τιμὰς εἰς τὴν Α. Μ. τὸν Βασιλέα θὰ μεταβαίνοντα εἰς τὴν δοξολογίαν καὶ ἐπιστρέφοντα. <box>287 223 526 313</box>
ad-line-3: ΤΟ ΚΑΤΑΣΤΗΜΑ <box>795 2117 1005 2148</box>
ad-line-4: ΣΤΟΑ ΑΓΙΟΥ ΜΗΝΑ <box>1385 2220 1539 2239</box>
parade-heading: Η ΣΤΡΑΤΙΩΤ. ΠΑΡΑΤΑΞΙΣ <box>30 352 191 369</box>
powers-subtitle: ΠΑΝΤΟΤΕ ΥΠΕΡ ΤΗΣ ΕΙΡΗΝΗΣ <box>821 534 1111 557</box>
main-title-1: ΔΙΑΒΗΜΑΤΑ ΤΩΝ ΔΥΝΑΜΕΩΝ <box>870 223 1454 276</box>
pathe-notice: Παρακαλοῦνται οἱ κ. κ. συνδρομηταὶ νὰ καταγγέλλουν πᾶσαν τυχὸν ἀνωμαλίαν εἰς τὴν ἐπίδοσιν τῆς «ΜΑΚΕΔΟΝΙΑΣ». <box>1301 1753 1544 1825</box>
bank-heading: ΤΡΑΠΕΖΑ ΑΘΗΝΩΝ <box>1344 1299 1501 1318</box>
scutari-paragraph: Αἱ Σερβικαὶ ἐφημερίδες γράφουσιν, ὅτι τὰ ἐν Σκόδρᾳ πολιορκούμενα στρατεύματα κατώρθωσαν νὰ διασπάσουν τὰς ἐχθρικὰς γραμμάς. <box>539 1820 765 1910</box>
